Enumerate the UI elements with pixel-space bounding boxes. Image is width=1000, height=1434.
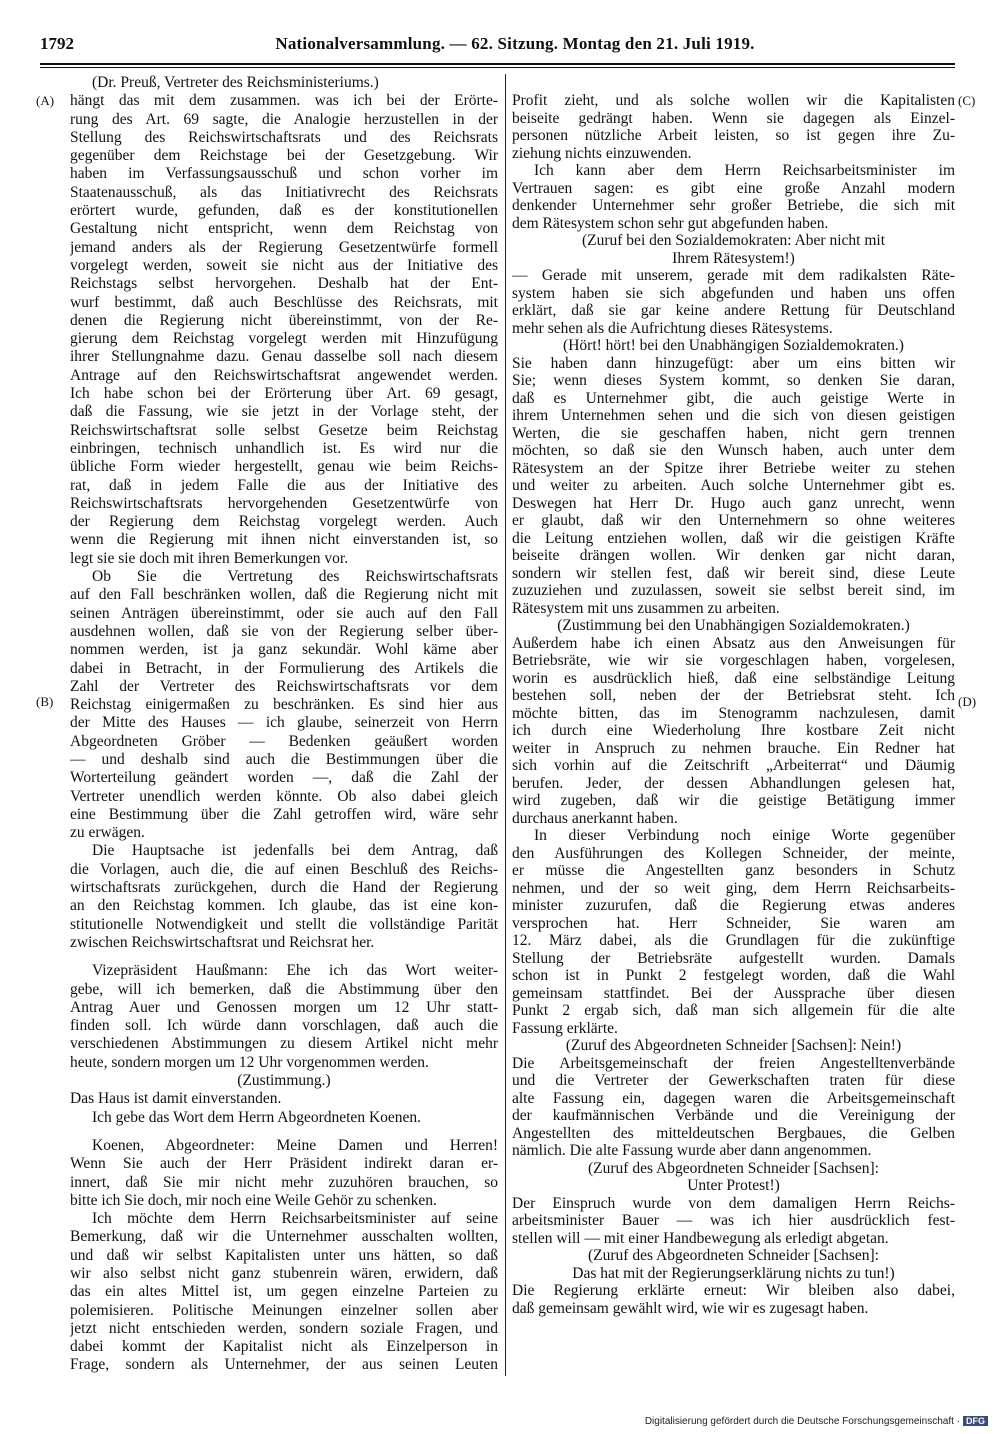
text-line: mehr sehen als die Aufrichtung dieses Rätesystems.: [512, 319, 833, 337]
text-line: Koenen, Abgeordneter: Meine Damen und Herren!: [92, 1136, 498, 1154]
paragraph: [512, 92, 955, 162]
text-line: innert, daß Sie mir nicht mehr zuzuhören brauchen, so: [70, 1173, 498, 1191]
text-line: gegenüber dem Reichstage bei der Gesetzgebung. Wir: [70, 147, 498, 165]
text-line: versprochen hat. Herr Schneider, Sie waren am: [512, 914, 955, 932]
header-rule-thin: [40, 67, 955, 68]
text-line: der kaufmännischen Verbände und die Vereinigung der: [512, 1107, 955, 1124]
text-line: Die Arbeitsgemeinschaft der freien Angestelltenverbände: [512, 1054, 955, 1072]
text-line: Unter Protest!): [687, 1177, 780, 1194]
text-line: Stellung der Betriebsräte aufgestellt wurden. Damals: [512, 949, 955, 967]
text-line: zu erwägen.: [70, 824, 145, 842]
paragraph: [512, 162, 955, 232]
text-line: daß es Unternehmer gibt, die auch geistige Werte in: [512, 389, 955, 407]
text-line: Ob Sie die Vertretung des Reichswirtschaftsrats: [92, 568, 498, 586]
text-line: wurf bestimmt, daß auch Beschlüsse des Reichsrats, mit: [70, 293, 498, 311]
text-line: ihrem Unternehmen sehen und die sich von diesen geistigen: [512, 407, 955, 424]
paragraph-gap: [70, 952, 498, 962]
text-line: finden soll. Ich würde dann vorschlagen, daß auch die: [70, 1017, 498, 1035]
text-line: der Mitte des Hauses — ich glaube, seinerzeit von Herrn: [70, 714, 498, 732]
text-line: wir also selbst nicht ganz stubenrein wären, erwidern, daß: [70, 1265, 498, 1282]
text-line: möchte bitten, das im Stenogramm nachzulesen, damit: [512, 704, 955, 722]
text-line: haben im Verfassungsausschuß und schon vorher im: [70, 165, 498, 183]
text-line: erklärt, daß sie gar keine andere Rettung für Deutschland: [512, 302, 955, 319]
margin-marker-c: (C): [958, 93, 976, 108]
paragraph: [512, 1055, 955, 1160]
text-line: möchten, so daß sie den Wunsch haben, auch unter dem: [512, 442, 955, 459]
text-line: er glaubt, daß wir den Unternehmern so ohne weiteres: [512, 512, 955, 529]
text-line: system haben sie sich abgefunden und haben uns offen: [512, 284, 955, 302]
speaker-paragraph: [70, 1137, 498, 1210]
paragraph: [512, 1195, 955, 1248]
text-line: Rätesystem mit uns zusammen zu arbeiten.: [512, 599, 780, 617]
text-line: jemand anders als der Regierung Gesetzentwürfe formell: [70, 238, 498, 256]
text-line: übliche Form wieder hergestellt, genau wie beim Reichs-: [70, 458, 498, 476]
paragraph: [512, 355, 955, 618]
text-line: seinen Anträgen übereinstimmt, oder sie auch auf den Fall: [70, 604, 498, 622]
text-line: (Dr. Preuß, Vertreter des Reichsministeriums.): [92, 74, 379, 91]
paragraph: [70, 1090, 498, 1108]
text-line: eine Bestimmung über die Zahl getroffen wird, wäre sehr: [70, 805, 498, 823]
text-line: (Hört! hört! bei den Unabhängigen Sozialdemokraten.): [563, 337, 904, 354]
text-line: durchaus anerkannt haben.: [512, 809, 678, 827]
text-line: In dieser Verbindung noch einige Worte gegenüber: [534, 827, 955, 844]
text-line: Stellung des Reichswirtschaftsrats und des Reichsrats: [70, 128, 498, 146]
text-line: Vizepräsident Haußmann: Ehe ich das Wort weiter-: [92, 962, 498, 980]
interjection: [512, 1037, 955, 1055]
page-number: 1792: [40, 34, 74, 53]
text-line: alte Fassung ein, dagegen waren die Arbeitsgemeinschaft: [512, 1089, 955, 1107]
interjection: [512, 1247, 955, 1282]
text-line: (Zustimmung bei den Unabhängigen Sozialdemokraten.): [557, 617, 910, 634]
paragraph: [512, 267, 955, 337]
text-line: erörtert wurde, gefunden, daß es der konstitutionellen: [70, 202, 498, 220]
text-line: Reichswirtschaftsrat solle selbst Gesetze beim Reichstag: [70, 421, 498, 439]
text-line: Ich möchte dem Herrn Reichsarbeitsminister auf seine: [92, 1210, 498, 1228]
text-line: heute, sondern morgen um 12 Uhr vorgenommen werden.: [70, 1053, 429, 1071]
text-line: Ich habe schon bei der Erörterung über Art. 69 gesagt,: [70, 385, 498, 403]
text-line: (Zuruf des Abgeordneten Schneider [Sachsen]:: [588, 1159, 879, 1177]
text-line: Wenn Sie auch der Herr Präsident indirekt daran er-: [70, 1155, 498, 1173]
text-line: gierung dem Reichstag vorgelegt werden mit Hinzufügung: [70, 330, 498, 348]
text-line: Bemerkung, daß wir die Unternehmer ausschalten wollten,: [70, 1228, 498, 1246]
speaker-paragraph: [70, 962, 498, 1072]
text-line: denkender Unternehmer sehr großer Betriebe, die sich mit: [512, 197, 955, 214]
text-line: (Zustimmung.): [237, 1072, 331, 1090]
text-line: wenn die Regierung mit ihnen nicht einverstanden ist, so: [70, 531, 498, 549]
text-line: Ich gebe das Wort dem Herrn Abgeordneten Koenen.: [92, 1108, 422, 1126]
text-line: (Zuruf des Abgeordneten Schneider [Sachsen]:: [588, 1247, 879, 1264]
text-line: Abgeordneten Gröber — Bedenken geäußert worden: [70, 732, 498, 750]
text-line: und die Vertreter der Gewerkschaften traten für diese: [512, 1072, 955, 1089]
text-line: weiter in Anspruch zu nehmen brauche. Ein Redner hat: [512, 739, 955, 757]
text-line: hängt das mit dem zusammen. was ich bei der Erörte-: [70, 92, 498, 110]
paragraph: [70, 568, 498, 842]
text-line: — Gerade mit unserem, gerade mit dem radikalsten Räte-: [512, 267, 955, 284]
paragraph: [70, 92, 498, 568]
text-line: daß die Fassung, wie sie jetzt in der Vorlage steht, der: [70, 403, 498, 421]
text-line: Antrag Auer und Genossen morgen um 12 Uhr statt-: [70, 998, 498, 1016]
text-line: die Leitung entziehen wollen, daß wir die geistigen Kräfte: [512, 529, 955, 547]
text-line: dabei kommt der Kapitalist nicht als Einzelperson in: [70, 1338, 498, 1356]
text-line: das ein altes Mittel ist, um gegen einzelne Parteien zu: [70, 1283, 498, 1301]
text-line: daß gemeinsam gewählt wird, wie wir es zugesagt haben.: [512, 1299, 869, 1317]
text-line: stitutionelle Notwendigkeit und stellt die vollständige Parität: [70, 915, 498, 933]
text-line: gemeinsam stattfindet. Bei der Aussprache über diesen: [512, 984, 955, 1002]
text-line: Das hat mit der Regierungserklärung nichts zu tun!): [572, 1264, 895, 1282]
text-line: auf den Fall beschränken wollen, daß die Regierung nicht mit: [70, 586, 498, 604]
interjection: [512, 1160, 955, 1195]
text-line: Das Haus ist damit einverstanden.: [70, 1090, 282, 1108]
text-line: berufen. Jeder, der dessen Abhandlungen gelesen hat,: [512, 774, 955, 792]
text-line: minister zuzurufen, daß die Regierung etwas anderes: [512, 897, 955, 914]
text-line: Vertrauen sagen: es gibt eine große Anzahl modern: [512, 179, 955, 197]
text-line: denen die Regierung nicht übereinstimmt, von der Re-: [70, 311, 498, 329]
text-line: zwischen Reichswirtschaftsrat und Reichsrat her.: [70, 933, 375, 951]
paragraph: [512, 827, 955, 1037]
text-line: Deswegen hat Herr Dr. Hugo auch ganz unrecht, wenn: [512, 494, 955, 512]
right-column: [512, 92, 955, 1317]
paragraph-gap: [70, 1127, 498, 1137]
text-line: beiseite drängen wollen. Wir denken gar nicht daran,: [512, 547, 955, 564]
text-line: einbringen, technisch unhandlich ist. Es wird nur die: [70, 439, 498, 457]
text-line: Der Einspruch wurde von dem damaligen Herrn Reichs-: [512, 1194, 955, 1212]
text-line: bestehen soll, neben der der Betriebsrat steht. Ich: [512, 687, 955, 704]
dfg-logo: DFG: [963, 1416, 988, 1426]
interjection: [512, 337, 955, 355]
margin-marker-a: (A): [36, 93, 55, 108]
text-line: den Ausführungen des Kollegen Schneider, der meinte,: [512, 844, 955, 862]
text-line: Sie; wenn dieses System kommt, so denken Sie daran,: [512, 372, 955, 389]
text-line: sich vorhin auf die Zeitschrift „Arbeiterrat“ und Däumig: [512, 757, 955, 774]
text-line: Rätesystem an der Spitze ihrer Betriebe weiter zu stehen: [512, 459, 955, 477]
text-line: Gestaltung nicht entspricht, wenn dem Reichstag von: [70, 220, 498, 238]
text-line: legt sie sie doch mit ihren Bemerkungen vor.: [70, 549, 349, 567]
text-line: Die Hauptsache ist jedenfalls bei dem Antrag, daß: [92, 842, 498, 860]
text-line: Antrage auf den Reichswirtschaftsrat angewendet werden.: [70, 366, 498, 384]
text-line: Betriebsräte, wie wir sie vorgeschlagen haben, vorgelesen,: [512, 652, 955, 669]
text-line: Fassung erklärte.: [512, 1019, 618, 1037]
text-line: er müsse die Angestellten ganz besonders in Schutz: [512, 862, 955, 879]
text-line: und daß wir selbst Kapitalisten unter uns hätten, so daß: [70, 1246, 498, 1264]
text-line: zuzuziehen und zuzulassen, soweit sie selbst bereit sind, im: [512, 582, 955, 599]
header-rule: [40, 63, 955, 65]
text-line: arbeitsminister Bauer — was ich hier ausdrücklich fest-: [512, 1212, 955, 1229]
text-line: jetzt nicht entschieden werden, sondern soziale Fragen, und: [70, 1319, 498, 1337]
column-divider: [505, 74, 506, 1376]
text-line: gebe, will ich bemerken, daß die Abstimmung über den: [70, 980, 498, 998]
footer: [645, 1416, 988, 1427]
text-line: Punkt 2 ergab sich, daß man sich allgemein für die alte: [512, 1002, 955, 1019]
left-column: [70, 74, 498, 1375]
text-line: stellen will — mit einer Handbewegung als erledigt abgetan.: [512, 1229, 889, 1247]
text-line: ihrer Stellungnahme dazu. Genau dasselbe soll nach diesem: [70, 348, 498, 366]
text-line: polemisieren. Politische Meinungen einzelner sollen aber: [70, 1301, 498, 1319]
text-line: Sie haben dann hinzugefügt: aber um eins bitten wir: [512, 354, 955, 372]
text-line: nämlich. Die alte Fassung wurde aber dann angenommen.: [512, 1142, 872, 1159]
text-line: wird zugeben, daß wir die geistige Betätigung immer: [512, 792, 955, 809]
paragraph: [512, 1282, 955, 1317]
text-line: Ihrem Rätesystem!): [672, 249, 795, 267]
text-line: und weiter zu arbeiten. Auch solche Unternehmer gibt es.: [512, 477, 955, 494]
text-line: ausdehnen wollen, daß sie von der Regierung selber über-: [70, 622, 498, 640]
text-line: an den Reichstag kommen. Ich glaube, das ist eine kon-: [70, 897, 498, 915]
text-line: die Vorlagen, auch die, die auf einen Beschluß des Reichs-: [70, 860, 498, 878]
footer-text: Digitalisierung gefördert durch die Deutsche Forschungsgemeinschaft ·: [644, 1416, 960, 1427]
text-line: worin es ausdrücklich hieß, daß eine selbständige Leitung: [512, 669, 955, 687]
text-line: Vertreter unendlich werden könnte. Ob also dabei gleich: [70, 787, 498, 805]
text-line: Angestellten des mitteldeutschen Bergbaues, die Gelben: [512, 1124, 955, 1142]
paragraph: [512, 635, 955, 828]
text-line: Die Regierung erklärte erneut: Wir bleiben also dabei,: [512, 1282, 955, 1299]
text-line: — und deshalb sind auch die Bestimmungen über die: [70, 750, 498, 768]
text-line: Worterteilung geändert worden —, daß die Zahl der: [70, 769, 498, 787]
running-title: Nationalversammlung. — 62. Sitzung. Montag den 21. Juli 1919.: [275, 34, 755, 53]
text-line: (Zuruf bei den Sozialdemokraten: Aber nicht mit: [581, 232, 886, 249]
text-line: nehmen, und der so weit ging, dem Herrn Reichsarbeits-: [512, 879, 955, 897]
text-line: dem Rätesystem schon sehr gut abgefunden haben.: [512, 214, 829, 232]
text-line: 12. März dabei, als die Grundlagen für die zukünftige: [512, 932, 955, 949]
paragraph: [70, 1109, 498, 1127]
text-line: nommen werden, ist ja ganz sekundär. Wohl käme aber: [70, 641, 498, 659]
margin-marker-d: (D): [958, 694, 977, 709]
text-line: ich durch eine Wiederholung Ihre kostbare Zeit nicht: [512, 722, 955, 739]
text-line: dabei in Betracht, in der Formulierung des Artikels die: [70, 659, 498, 677]
text-line: rat, daß in jedem Falle die aus der Initiative des: [70, 476, 498, 494]
text-line: sondern wir stellen fest, daß wir bereit sind, diese Leute: [512, 564, 955, 582]
text-line: vorgelegt werden, soweit sie nicht aus der Initiative des: [70, 256, 498, 274]
text-line: rung des Art. 69 sagte, die Analogie herzustellen in der: [70, 110, 498, 128]
text-line: Werten, die sie geschaffen haben, nicht gern trennen: [512, 424, 955, 442]
paragraph: [70, 842, 498, 952]
interjection: [512, 617, 955, 635]
text-line: der Regierung dem Reichstag vorgelegt werden. Auch: [70, 513, 498, 531]
margin-marker-b: (B): [36, 694, 54, 709]
text-line: schon ist in Punkt 2 festgelegt worden, daß die Wahl: [512, 967, 955, 984]
text-line: Außerdem habe ich einen Absatz aus den Anweisungen für: [512, 634, 955, 652]
text-line: Reichswirtschaftsrats hervorgehenden Gesetzentwürfe von: [70, 494, 498, 512]
text-line: beiseite gedrängt haben. Wenn sie dagegen als Einzel-: [512, 109, 955, 127]
text-line: personen nützliche Arbeit leisten, so ist gegen ihre Zu-: [512, 127, 955, 144]
interjection: [512, 232, 955, 267]
text-line: Reichstags selbst hervorgehen. Deshalb hat der Ent-: [70, 275, 498, 293]
text-line: bitte ich Sie doch, mir noch eine Weile Gehör zu schenken.: [70, 1191, 437, 1209]
paragraph: [70, 74, 498, 92]
text-line: verschiedenen Abstimmungen zu diesem Artikel nicht mehr: [70, 1035, 498, 1053]
text-line: (Zuruf des Abgeordneten Schneider [Sachsen]: Nein!): [565, 1037, 902, 1054]
paragraph: [70, 1210, 498, 1375]
text-line: Frage, sondern als Unternehmer, der aus seinen Leuten: [70, 1356, 498, 1374]
text-line: wirtschaftsrats zurückgehen, durch die Hand der Regierung: [70, 879, 498, 897]
interjection: [70, 1072, 498, 1090]
text-line: Reichstag einigermaßen zu beschränken. Es sind hier aus: [70, 696, 498, 714]
text-line: Profit zieht, und als solche wollen wir die Kapitalisten: [512, 92, 955, 109]
text-line: ziehung nichts einzuwenden.: [512, 144, 692, 162]
text-line: Ich kann aber dem Herrn Reichsarbeitsminister im: [534, 162, 955, 179]
page-header: [40, 34, 960, 58]
text-line: Zahl der Vertreter des Reichswirtschaftsrats vor dem: [70, 677, 498, 695]
text-line: Staatenausschuß, als das Initiativrecht des Reichsrats: [70, 183, 498, 201]
